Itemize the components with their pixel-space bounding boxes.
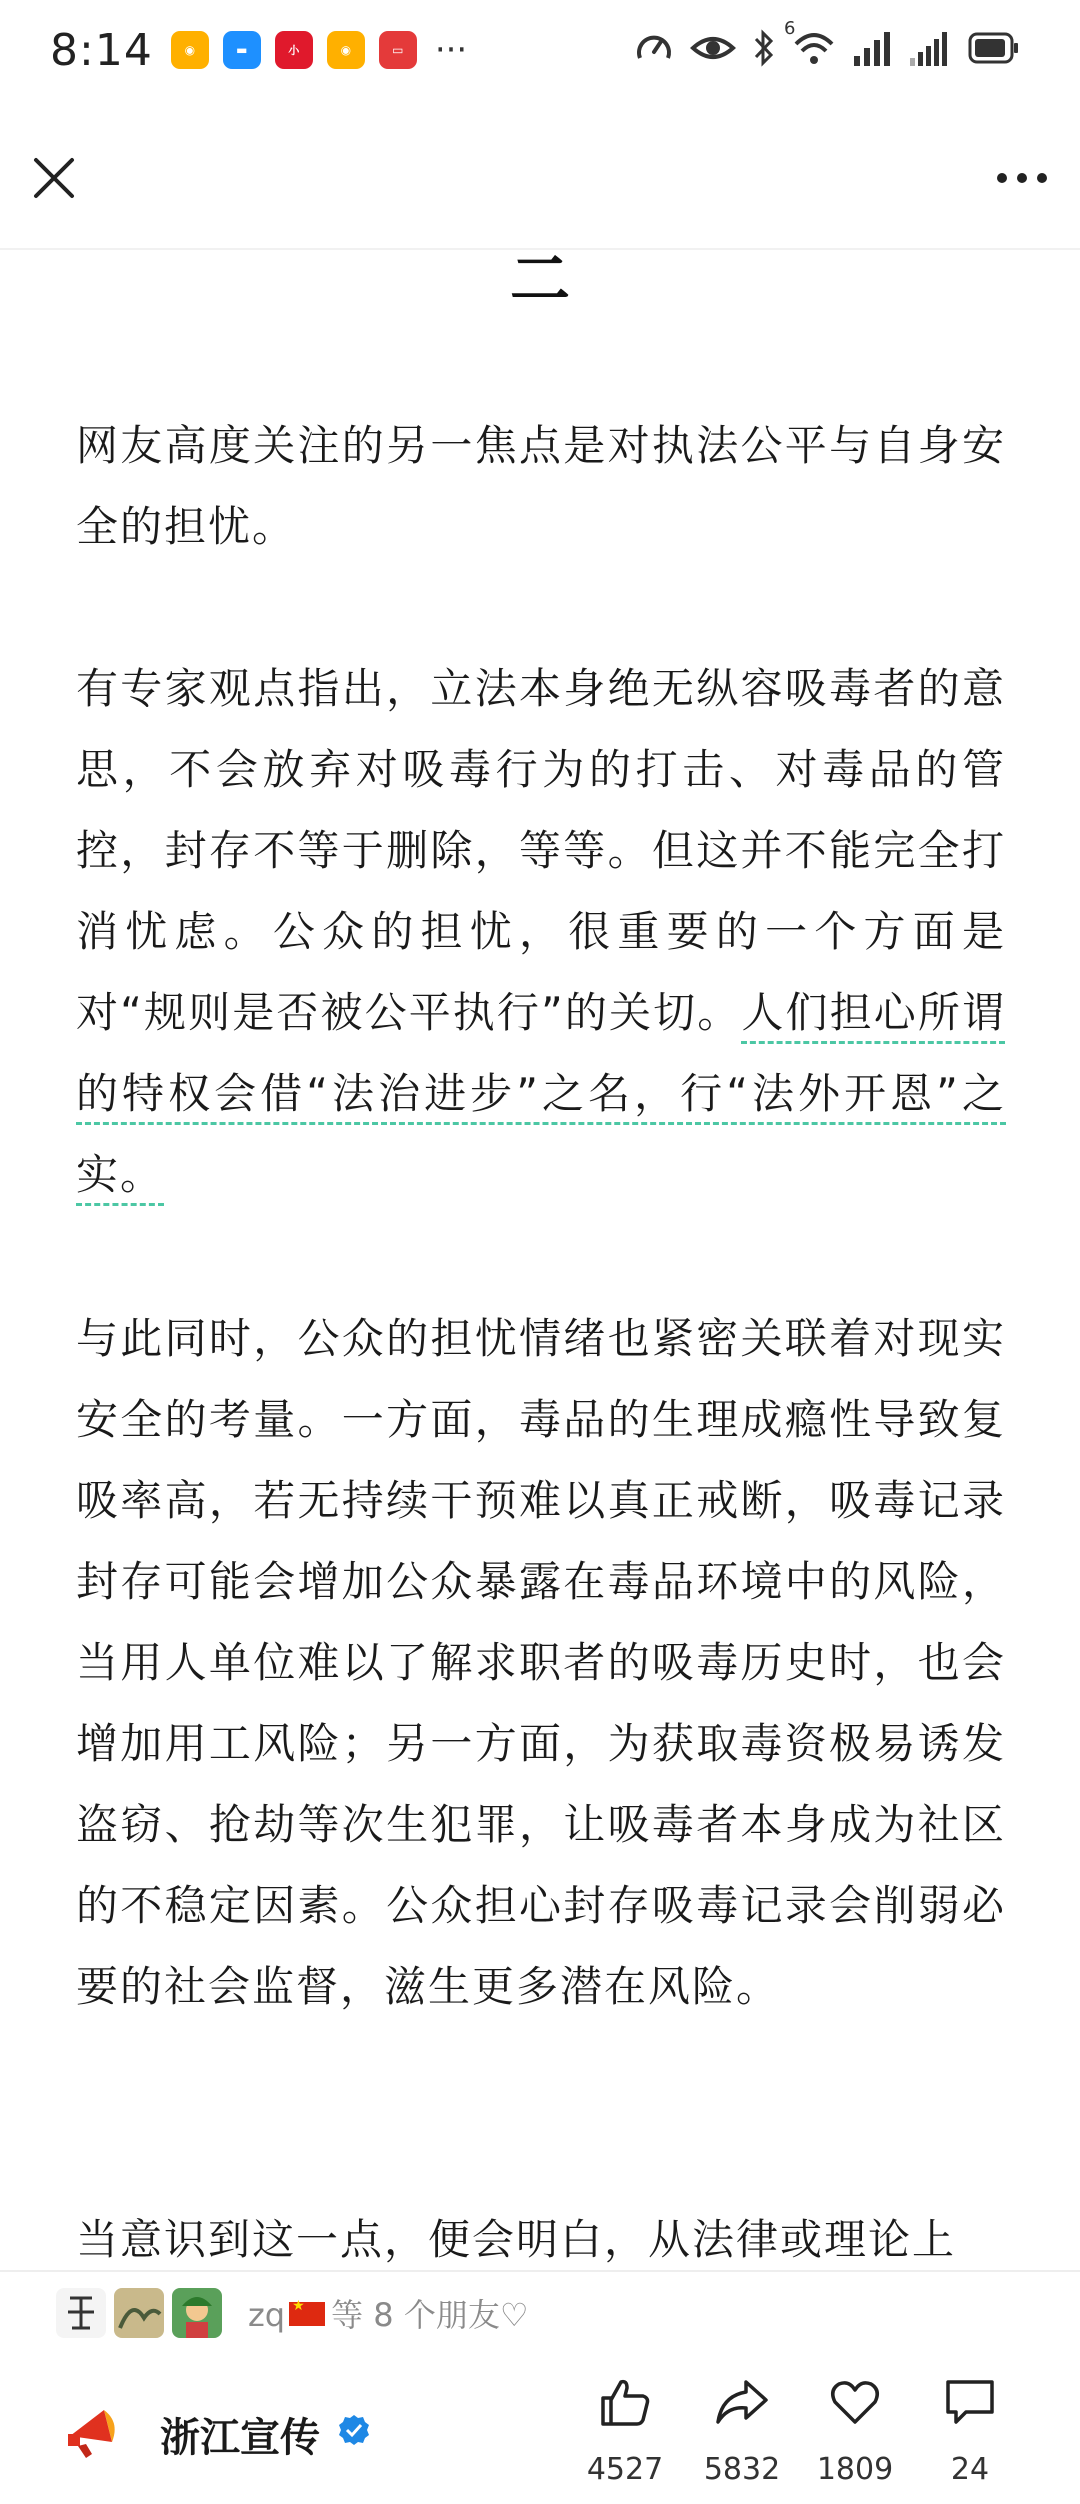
like-count: 4527 bbox=[586, 2452, 664, 2487]
friend-avatar bbox=[56, 2288, 106, 2338]
section-numeral: 二 bbox=[510, 250, 570, 315]
wifi-superscript: 6 bbox=[784, 18, 796, 39]
overflow-notifications-icon: ··· bbox=[434, 30, 468, 70]
message-icon: ▬ bbox=[223, 31, 261, 69]
bluetooth-icon bbox=[752, 28, 776, 68]
thumbs-up-icon bbox=[597, 2374, 653, 2430]
zhejiang-propaganda-logo-icon[interactable] bbox=[64, 2396, 130, 2462]
speed-meter-icon bbox=[634, 28, 674, 68]
friend-avatar bbox=[172, 2288, 222, 2338]
friend-avatar bbox=[114, 2288, 164, 2338]
battery-icon bbox=[968, 28, 1020, 68]
weibo-icon: ◉ bbox=[171, 31, 209, 69]
highlighted-sentence[interactable]: 人们担心所谓的特权会借“法治进步”之名，行“法外开恩”之实。 bbox=[76, 988, 1006, 1199]
share-arrow-icon bbox=[714, 2374, 770, 2430]
paragraph-2 bbox=[76, 648, 1006, 1215]
signal-2-icon bbox=[908, 28, 952, 68]
favorite-count: 1809 bbox=[816, 2452, 894, 2487]
bottom-action-bar bbox=[0, 2354, 1080, 2504]
article-body bbox=[0, 250, 1080, 2270]
heart-icon bbox=[827, 2374, 883, 2430]
friends-count-text: 等 8 个朋友♡ bbox=[331, 2296, 529, 2334]
weibo-icon: ◉ bbox=[327, 31, 365, 69]
comment-bubble-icon bbox=[942, 2374, 998, 2430]
xiaohongshu-icon: 小 bbox=[275, 31, 313, 69]
status-icons bbox=[634, 18, 1020, 68]
eye-icon bbox=[690, 28, 736, 68]
close-icon[interactable] bbox=[28, 152, 80, 204]
paragraph-3: 与此同时，公众的担忧情绪也紧密关联着对现实安全的考量。一方面，毒品的生理成瘾性导致复吸率高，若无持续干预难以真正戒断，吸毒记录封存可能会增加公众暴露在毒品环境中的风险，当用人单位难以了解求职者的吸毒历史时，也会增加用工风险；另一方面，为获取毒资极易诱发盗窃、抢劫等次生犯罪，让吸毒者本身成为社区的不稳定因素。公众担心封存吸毒记录会削弱必要的社会监督，滋生更多潜在风险。 bbox=[76, 1314, 1006, 2011]
wifi-indicator bbox=[784, 18, 836, 68]
like-button[interactable] bbox=[570, 2366, 680, 2504]
red-app-icon: ▭ bbox=[379, 31, 417, 69]
wifi-icon bbox=[792, 28, 836, 68]
account-name[interactable]: 浙江宣传 bbox=[160, 2415, 320, 2461]
nav-bar bbox=[0, 100, 1080, 250]
share-count: 5832 bbox=[703, 2452, 781, 2487]
comment-count: 24 bbox=[950, 2452, 990, 2487]
share-button[interactable] bbox=[687, 2366, 797, 2504]
paragraph-1: 网友高度关注的另一焦点是对执法公平与自身安全的担忧。 bbox=[76, 421, 1006, 551]
verified-badge-icon bbox=[338, 2414, 370, 2446]
favorite-button[interactable] bbox=[800, 2366, 910, 2504]
friends-like-text bbox=[248, 2290, 529, 2336]
more-icon[interactable] bbox=[992, 160, 1052, 196]
status-time: 8:14 bbox=[50, 24, 153, 76]
friend-username: zq bbox=[248, 2296, 286, 2334]
status-bar bbox=[0, 0, 1080, 100]
comment-button[interactable] bbox=[915, 2366, 1025, 2504]
china-flag-icon bbox=[289, 2302, 325, 2326]
signal-icon bbox=[852, 28, 892, 68]
friends-like-row[interactable] bbox=[0, 2270, 1080, 2354]
paragraph-2-text: 有专家观点指出，立法本身绝无纵容吸毒者的意思，不会放弃对吸毒行为的打击、对毒品的管控，封存不等于删除，等等。但这并不能完全打消忧虑。公众的担忧，很重要的一个方面是对“规则是否被公平执行”的关切。 bbox=[76, 664, 1006, 1037]
paragraph-4: 当意识到这一点，便会明白，从法律或理论上 bbox=[76, 2215, 957, 2264]
